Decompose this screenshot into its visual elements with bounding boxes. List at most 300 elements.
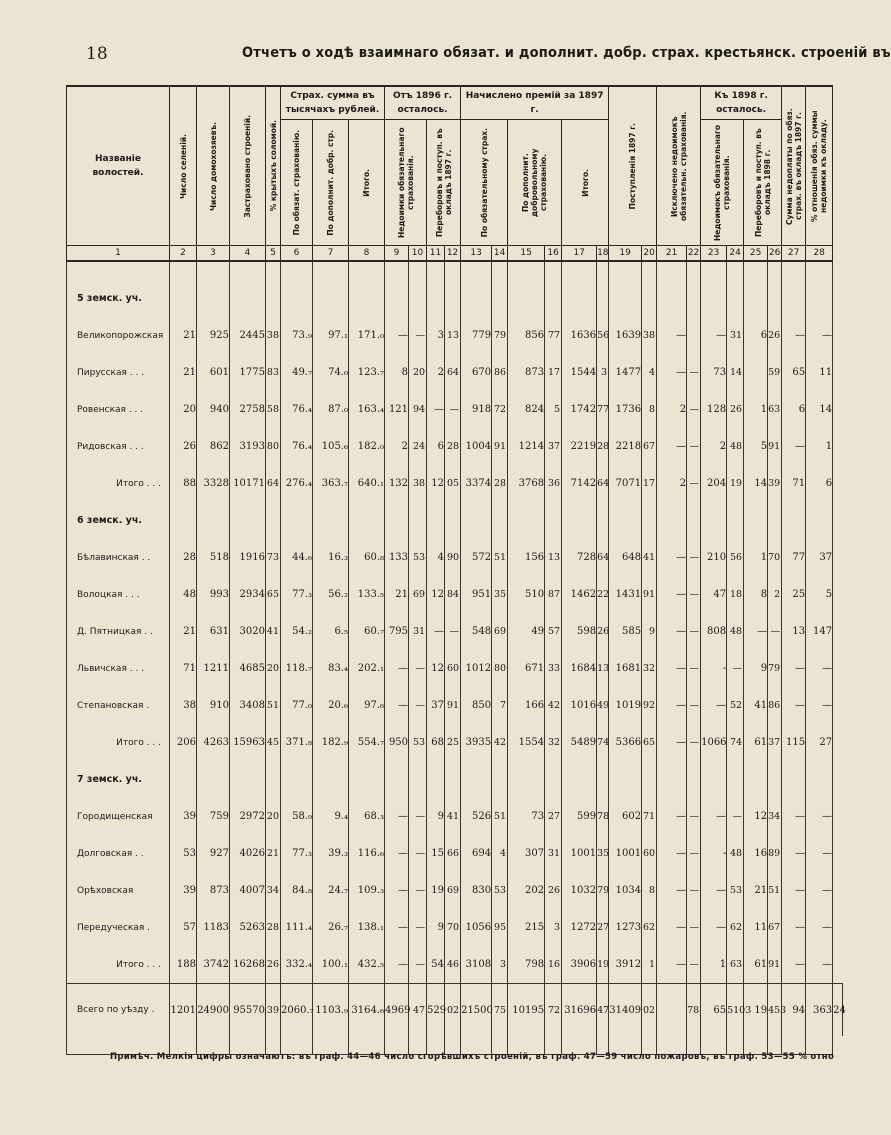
table-cell: 133.₅ — [349, 576, 385, 613]
empty-cell — [349, 761, 385, 798]
empty-cell — [642, 280, 657, 317]
table-cell: 10171 — [230, 465, 266, 502]
table-cell: 202 — [508, 872, 545, 909]
table-cell: 21 — [385, 576, 409, 613]
table-row — [67, 354, 843, 391]
column-number: 16 — [545, 246, 562, 262]
table-cell: 3374 — [461, 465, 492, 502]
table-cell: 1001 — [562, 835, 597, 872]
table-cell: 1 — [744, 391, 768, 428]
table-cell: 1016 — [562, 687, 597, 724]
header-c23: Недоимокъ обязательнаго страхованія. — [701, 120, 744, 246]
table-cell: — — [687, 909, 701, 946]
table-cell: — — [409, 909, 427, 946]
empty-cell — [545, 761, 562, 798]
empty-cell — [492, 761, 508, 798]
table-cell: 28 — [597, 428, 609, 465]
empty-cell — [461, 761, 492, 798]
table-cell: 77.₀ — [281, 687, 313, 724]
table-cell: 13 — [445, 317, 461, 354]
table-cell: 57 — [170, 909, 197, 946]
table-cell: 11 — [806, 354, 833, 391]
column-number: 17 — [562, 246, 597, 262]
empty-cell — [597, 761, 609, 798]
column-number: 26 — [768, 246, 782, 262]
table-cell: 97.₁ — [313, 317, 349, 354]
table-cell: 2 — [657, 391, 687, 428]
volost-name: Ровенская . . . — [67, 391, 170, 428]
table-cell: 73.₉ — [281, 317, 313, 354]
table-cell: 31696 — [562, 984, 597, 1037]
empty-cell — [313, 502, 349, 539]
table-cell: 4 — [642, 354, 657, 391]
table-cell: 10195 — [508, 984, 545, 1037]
table-cell: — — [409, 946, 427, 984]
table-cell: — — [687, 576, 701, 613]
table-cell: 15 — [427, 835, 445, 872]
table-cell: 1019 — [609, 687, 642, 724]
table-cell: 759 — [197, 798, 230, 835]
table-cell: 41 — [744, 687, 768, 724]
table-cell: 529 — [427, 984, 445, 1037]
empty-cell — [409, 761, 427, 798]
empty-cell — [170, 502, 197, 539]
volost-name: Степановская . — [67, 687, 170, 724]
volost-name: Долговская . . — [67, 835, 170, 872]
table-cell: — — [385, 317, 409, 354]
table-cell: 640.₁ — [349, 465, 385, 502]
table-cell: 4026 — [230, 835, 266, 872]
table-cell: — — [806, 909, 833, 946]
empty-cell — [701, 280, 727, 317]
empty-cell — [768, 280, 782, 317]
table-cell: 3935 — [461, 724, 492, 761]
table-cell: 83.₄ — [313, 650, 349, 687]
table-cell: 41 — [642, 539, 657, 576]
table-cell: 21 — [170, 613, 197, 650]
table-cell: — — [768, 613, 782, 650]
table-cell: 927 — [197, 835, 230, 872]
table-cell: 78 — [597, 798, 609, 835]
spacer-cell — [508, 261, 545, 280]
table-cell: 28 — [492, 465, 508, 502]
spacer-cell — [281, 261, 313, 280]
table-cell: — — [782, 317, 806, 354]
table-cell: 13 — [597, 650, 609, 687]
table-cell: 71 — [642, 798, 657, 835]
section-row — [67, 280, 843, 317]
table-cell: — — [701, 909, 727, 946]
header-c3: Число домохозяевъ. — [197, 86, 230, 246]
table-cell: 60.₈ — [349, 539, 385, 576]
table-cell: 97.₆ — [349, 687, 385, 724]
table-cell: — — [657, 687, 687, 724]
page-title: Отчетъ о ходѣ взаимнаго обязат. и дополнит. добр. страх. крестьянск. строеній въ — [242, 45, 891, 61]
table-cell: — — [657, 317, 687, 354]
table-cell: 8 — [744, 576, 768, 613]
table-cell: 3 — [492, 946, 508, 984]
table-cell: 1 — [744, 539, 768, 576]
table-cell: 1554 — [508, 724, 545, 761]
table-cell: — — [687, 391, 701, 428]
table-cell: — — [727, 650, 744, 687]
empty-cell — [806, 761, 833, 798]
table-cell: 3906 — [562, 946, 597, 984]
section-label: 7 земск. уч. — [67, 761, 170, 798]
column-number: 18 — [597, 246, 609, 262]
table-cell: 873 — [508, 354, 545, 391]
table-cell: 84 — [445, 576, 461, 613]
table-cell: 4 — [492, 835, 508, 872]
table-cell: 9.₄ — [313, 798, 349, 835]
table-cell: 90 — [445, 539, 461, 576]
spacer-cell — [609, 261, 642, 280]
table-cell: 3912 — [609, 946, 642, 984]
table-cell: 20.₆ — [313, 687, 349, 724]
column-number: 2 — [170, 246, 197, 262]
header-group-1896: Отъ 1896 г. осталось. — [385, 86, 461, 120]
table-cell: 91 — [768, 428, 782, 465]
table-cell: 12 — [744, 798, 768, 835]
column-number: 12 — [445, 246, 461, 262]
table-cell: — — [427, 391, 445, 428]
table-cell: 39 — [266, 984, 281, 1037]
table-cell: — — [657, 946, 687, 984]
table-cell: 1636 — [562, 317, 597, 354]
table-cell: 6.₅ — [313, 613, 349, 650]
empty-cell — [545, 502, 562, 539]
table-cell: 332.₄ — [281, 946, 313, 984]
spacer-cell — [657, 261, 687, 280]
table-cell: 87 — [545, 576, 562, 613]
table-cell: 3742 — [197, 946, 230, 984]
table-cell: — — [782, 687, 806, 724]
table-cell: 8 — [385, 354, 409, 391]
table-cell: — — [657, 354, 687, 391]
table-cell: 824 — [508, 391, 545, 428]
table-cell: 6 — [744, 317, 768, 354]
column-number: 23 — [701, 246, 727, 262]
table-cell: 65 — [642, 724, 657, 761]
subtotal-row — [67, 465, 843, 502]
table-cell: 601 — [197, 354, 230, 391]
table-cell: 26 — [266, 946, 281, 984]
table-cell: 20 — [170, 391, 197, 428]
table-cell: 38 — [642, 317, 657, 354]
table-cell — [657, 984, 687, 1037]
table-cell: 2972 — [230, 798, 266, 835]
empty-cell — [461, 502, 492, 539]
table-cell: 3408 — [230, 687, 266, 724]
table-cell: — — [687, 798, 701, 835]
table-cell: 850 — [461, 687, 492, 724]
table-cell: 918 — [461, 391, 492, 428]
empty-cell — [409, 502, 427, 539]
section-row — [67, 761, 843, 798]
table-cell: 951 — [461, 576, 492, 613]
table-cell: 363.₇ — [313, 465, 349, 502]
table-cell: — — [687, 465, 701, 502]
volost-name: Орѣховская — [67, 872, 170, 909]
table-cell: 19 — [427, 872, 445, 909]
table-cell: 670 — [461, 354, 492, 391]
table-cell: 26 — [768, 317, 782, 354]
table-cell: 48 — [727, 428, 744, 465]
table-cell: 44.₆ — [281, 539, 313, 576]
spacer-row — [67, 261, 843, 280]
table-cell: 798 — [508, 946, 545, 984]
table-cell: 132 — [385, 465, 409, 502]
table-cell: 21 — [744, 872, 768, 909]
empty-cell — [687, 502, 701, 539]
table-cell: 432.₅ — [349, 946, 385, 984]
empty-cell — [445, 502, 461, 539]
empty-cell — [642, 761, 657, 798]
table-cell: 2 — [701, 428, 727, 465]
subtotal-row — [67, 724, 843, 761]
table-cell: 510 — [508, 576, 545, 613]
empty-cell — [197, 502, 230, 539]
table-cell: — — [687, 354, 701, 391]
table-cell: 215 — [508, 909, 545, 946]
header-c25: Переборовъ и поступ. въ окладъ 1898 г. — [744, 120, 782, 246]
column-number: 7 — [313, 246, 349, 262]
volost-name: Итого . . . — [67, 724, 170, 761]
table-cell: 4007 — [230, 872, 266, 909]
table-cell — [744, 354, 768, 391]
table-cell: — — [806, 835, 833, 872]
spacer-cell — [385, 261, 409, 280]
empty-cell — [609, 502, 642, 539]
table-cell: 1183 — [197, 909, 230, 946]
column-number: 20 — [642, 246, 657, 262]
empty-cell — [701, 502, 727, 539]
column-number: 13 — [461, 246, 492, 262]
table-cell: — — [782, 909, 806, 946]
spacer-cell — [266, 261, 281, 280]
empty-cell — [197, 761, 230, 798]
table-cell: — — [687, 946, 701, 984]
table-cell: 48 — [170, 576, 197, 613]
empty-cell — [313, 761, 349, 798]
table-cell: 1736 — [609, 391, 642, 428]
table-cell: 02 — [642, 984, 657, 1037]
table-cell: 1431 — [609, 576, 642, 613]
table-cell: 1477 — [609, 354, 642, 391]
table-cell: 808 — [701, 613, 727, 650]
table-cell: 4263 — [197, 724, 230, 761]
header-c8: Итого. — [349, 120, 385, 246]
table-cell: 53 — [170, 835, 197, 872]
table-cell: 56 — [597, 317, 609, 354]
table-cell: 2 — [657, 465, 687, 502]
empty-cell — [562, 761, 597, 798]
empty-cell — [349, 280, 385, 317]
table-cell: — — [782, 798, 806, 835]
table-cell: 14 — [744, 465, 768, 502]
table-cell: 38 — [409, 465, 427, 502]
table-cell: 68 — [427, 724, 445, 761]
table-cell: 79 — [492, 317, 508, 354]
column-number: 27 — [782, 246, 806, 262]
table-cell: 87.₀ — [313, 391, 349, 428]
table-cell: 37 — [545, 428, 562, 465]
table-cell: 16 — [545, 946, 562, 984]
header-c21: Исключено недоимокъ обязательн. страхованія. — [657, 86, 701, 246]
empty-cell — [508, 502, 545, 539]
table-cell: 59 — [768, 354, 782, 391]
table-cell: — — [806, 798, 833, 835]
table-cell: 1201 — [170, 984, 197, 1037]
table-cell: — — [782, 650, 806, 687]
table-cell: 5103 — [727, 984, 744, 1037]
table-cell: 47 — [409, 984, 427, 1037]
table-cell: 61 — [744, 724, 768, 761]
table-cell: 68.₃ — [349, 798, 385, 835]
table-cell: 24900 — [197, 984, 230, 1037]
table-cell: — — [687, 687, 701, 724]
table-cell: 78 — [687, 984, 701, 1037]
table-row — [67, 872, 843, 909]
table-cell: — — [727, 798, 744, 835]
table-cell: — — [445, 391, 461, 428]
empty-cell — [744, 280, 768, 317]
empty-cell — [461, 280, 492, 317]
table-cell: — — [385, 798, 409, 835]
table-cell: — — [687, 539, 701, 576]
table-cell: 76.₄ — [281, 428, 313, 465]
table-cell: 7142 — [562, 465, 597, 502]
table-cell: 77.₃ — [281, 576, 313, 613]
table-cell: — — [806, 872, 833, 909]
table-body — [67, 261, 846, 1055]
column-number: 4 — [230, 246, 266, 262]
table-cell: 48 — [727, 613, 744, 650]
spacer-cell — [545, 261, 562, 280]
table-cell: 1544 — [562, 354, 597, 391]
table-cell: 35 — [597, 835, 609, 872]
empty-cell — [445, 761, 461, 798]
table-cell: 49 — [597, 687, 609, 724]
table-cell: 76.₄ — [281, 391, 313, 428]
table-cell: — — [657, 539, 687, 576]
table-cell: 38 — [170, 687, 197, 724]
column-number: 21 — [657, 246, 687, 262]
table-cell: — — [657, 835, 687, 872]
table-cell: 7071 — [609, 465, 642, 502]
table-cell: 3 — [597, 354, 609, 391]
table-cell: 41 — [445, 798, 461, 835]
table-cell: 31 — [727, 317, 744, 354]
table-cell: — — [701, 317, 727, 354]
table-cell: 5 — [744, 428, 768, 465]
empty-cell — [385, 502, 409, 539]
volost-name: Всего по уѣзду . — [67, 984, 170, 1037]
table-cell: 72 — [492, 391, 508, 428]
table-cell: 585 — [609, 613, 642, 650]
table-cell: 48 — [727, 835, 744, 872]
table-cell: 27 — [545, 798, 562, 835]
spacer-cell — [701, 261, 727, 280]
table-cell: 73 — [266, 539, 281, 576]
table-cell: — — [687, 872, 701, 909]
table-cell: 862 — [197, 428, 230, 465]
table-cell: 1056 — [461, 909, 492, 946]
table-cell: 16 — [744, 835, 768, 872]
empty-cell — [806, 502, 833, 539]
footnote: Примѣч. Мелкія цифры означаютъ: въ граф. 44—46 число сгорѣвшихъ строеній, въ граф. 47—59 число пожаровъ, въ граф. 53—55 % отно — [110, 1052, 835, 1062]
empty-cell — [782, 502, 806, 539]
volost-name: Бѣлавинская . . — [67, 539, 170, 576]
table-cell: 70 — [445, 909, 461, 946]
table-cell: 65 — [701, 984, 727, 1037]
empty-cell — [768, 761, 782, 798]
table-cell: 52 — [727, 687, 744, 724]
empty-cell — [609, 761, 642, 798]
table-cell: 49 — [508, 613, 545, 650]
table-cell: 21 — [170, 354, 197, 391]
table-cell: 63 — [768, 391, 782, 428]
spacer-cell — [427, 261, 445, 280]
table-cell: 109.₃ — [349, 872, 385, 909]
table-cell: 276.₄ — [281, 465, 313, 502]
table-cell: 6 — [806, 465, 833, 502]
table-cell: — — [409, 317, 427, 354]
header-c17: Итого. — [562, 120, 609, 246]
table-cell: — — [806, 650, 833, 687]
empty-cell — [492, 502, 508, 539]
spacer-cell — [445, 261, 461, 280]
table-cell: 116.₆ — [349, 835, 385, 872]
volost-name: Ридовская . . . — [67, 428, 170, 465]
table-cell: 25 — [445, 724, 461, 761]
volost-name: Д. Пятницкая . . — [67, 613, 170, 650]
empty-cell — [281, 761, 313, 798]
volost-name: Пирусская . . . — [67, 354, 170, 391]
spacer-cell — [313, 261, 349, 280]
table-cell: — — [782, 835, 806, 872]
header-name: Названіе волостей. — [67, 86, 170, 246]
table-cell: 19 — [727, 465, 744, 502]
page-number: 18 — [86, 44, 108, 64]
table-row — [67, 650, 843, 687]
table-cell: 9 — [744, 650, 768, 687]
table-cell: — — [806, 946, 833, 984]
column-number: 24 — [727, 246, 744, 262]
table-cell: 631 — [197, 613, 230, 650]
table-cell: 1012 — [461, 650, 492, 687]
empty-cell — [782, 761, 806, 798]
table-cell: — — [385, 687, 409, 724]
table-cell: 31 — [545, 835, 562, 872]
table-cell: 71 — [170, 650, 197, 687]
table-cell: 65 — [782, 354, 806, 391]
table-cell: 873 — [197, 872, 230, 909]
table-cell: 599 — [562, 798, 597, 835]
table-cell: 62 — [727, 909, 744, 946]
table-row — [67, 835, 843, 872]
table-cell: 16.₃ — [313, 539, 349, 576]
spacer-cell — [687, 261, 701, 280]
table-cell: 2 — [768, 576, 782, 613]
table-cell: 66 — [445, 835, 461, 872]
table-cell: — — [701, 872, 727, 909]
table-cell: — — [782, 946, 806, 984]
table-cell: 2 — [385, 428, 409, 465]
spacer-cell — [461, 261, 492, 280]
table-cell: — — [806, 317, 833, 354]
volost-name: Волоцкая . . . — [67, 576, 170, 613]
